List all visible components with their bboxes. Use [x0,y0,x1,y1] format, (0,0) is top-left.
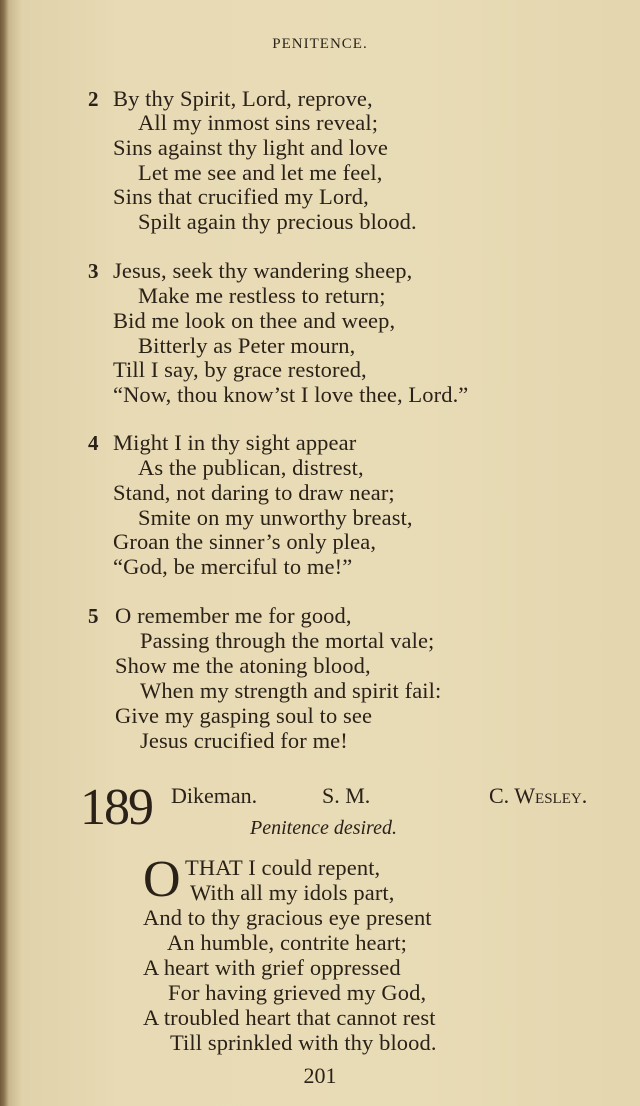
verse-line: Spilt again thy precious blood. [138,209,417,234]
verse-line: Stand, not daring to draw near; [113,480,395,505]
verse-number: 5 [88,604,99,628]
verse-line: And to thy gracious eye present [143,905,432,930]
verse-line: O remember me for good, [115,603,352,628]
running-head: PENITENCE. [272,36,368,52]
verse-line: By thy Spirit, Lord, reprove, [113,86,373,111]
drop-cap: O [143,851,181,908]
meter: S. M. [322,783,371,808]
verse-line: Jesus, seek thy wandering sheep, [113,258,413,283]
hymn-number: 189 [80,779,152,836]
verse-line: Give my gasping soul to see [115,703,373,728]
page-number: 201 [303,1063,337,1088]
verse-line: For having grieved my God, [168,980,427,1005]
verse-line: Till I say, by grace restored, [113,357,367,382]
verse-line: “Now, thou know’st I love thee, Lord.” [113,382,469,407]
verse-number: 4 [88,431,99,455]
verse-line: Passing through the mortal vale; [140,628,435,653]
verse-number: 2 [88,87,99,111]
verse-line: Sins against thy light and love [113,135,388,160]
verse-line: As the publican, distrest, [138,455,364,480]
verse-number: 3 [88,259,99,283]
verse-line: An humble, contrite heart; [167,930,408,955]
hymn-title: Penitence desired. [250,817,397,839]
verse-line: Groan the sinner’s only plea, [113,529,377,554]
tune-name: Dikeman. [171,783,258,808]
verse-line: THAT I could repent, [185,855,381,880]
verse-line: Might I in thy sight appear [113,430,357,455]
verse-line: Jesus crucified for me! [140,728,348,753]
verse-line: When my strength and spirit fail: [140,678,442,703]
verse-line: A heart with grief oppressed [143,955,401,980]
verse-line: Make me restless to return; [138,283,386,308]
verse-line: With all my idols part, [190,880,395,905]
verse-line: Let me see and let me feel, [138,160,383,185]
author: C. Wesley. [489,783,588,808]
verse-line: All my inmost sins reveal; [138,110,379,135]
verse-line: “God, be merciful to me!” [113,554,353,579]
verse-line: Bid me look on thee and weep, [113,308,396,333]
verse-line: Till sprinkled with thy blood. [170,1030,437,1055]
verse-line: Bitterly as Peter mourn, [138,333,356,358]
verse-line: Show me the atoning blood, [115,653,371,678]
verse-line: A troubled heart that cannot rest [143,1005,436,1030]
verse-line: Sins that crucified my Lord, [113,184,369,209]
verse-line: Smite on my unworthy breast, [138,505,413,530]
